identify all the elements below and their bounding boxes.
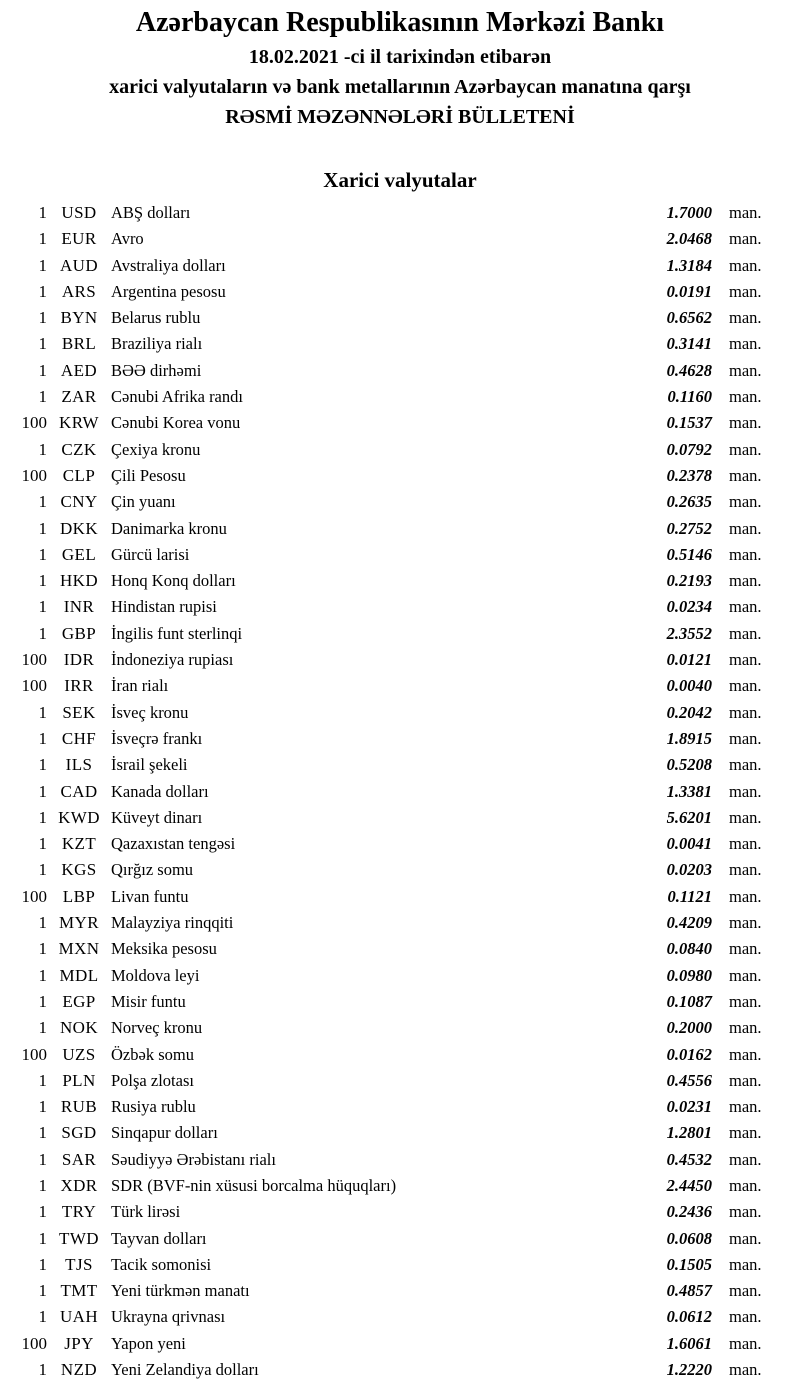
table-row xyxy=(0,384,800,410)
row-currency-name: Meksika pesosu xyxy=(111,939,217,959)
rates-table xyxy=(0,200,800,1383)
table-row xyxy=(0,1278,800,1304)
row-currency-name: İsveçrə frankı xyxy=(111,728,203,748)
row-nominal: 1 xyxy=(38,281,47,301)
row-nominal: 1 xyxy=(38,728,47,748)
row-rate: 0.4628 xyxy=(666,360,712,380)
row-rate: 0.5146 xyxy=(666,544,712,564)
row-currency-name: Argentina pesosu xyxy=(111,281,226,301)
row-nominal: 1 xyxy=(38,781,47,801)
row-currency-code: GEL xyxy=(61,544,97,564)
row-unit-label: man. xyxy=(729,676,762,696)
row-currency-code: JPY xyxy=(64,1333,94,1353)
row-rate: 0.3141 xyxy=(666,334,712,354)
row-rate: 0.2635 xyxy=(666,492,712,512)
row-nominal: 1 xyxy=(38,387,47,407)
table-row xyxy=(0,463,800,489)
row-currency-name: Hindistan rupisi xyxy=(111,597,217,617)
row-unit-label: man. xyxy=(729,991,762,1011)
row-nominal: 100 xyxy=(21,413,47,433)
row-currency-name: Rusiya rublu xyxy=(111,1097,196,1117)
row-currency-name: Kanada dolları xyxy=(111,781,209,801)
row-nominal: 1 xyxy=(38,308,47,328)
row-currency-name: Çili Pesosu xyxy=(111,465,186,485)
table-row xyxy=(0,779,800,805)
row-unit-label: man. xyxy=(729,1333,762,1353)
row-currency-name: Malayziya rinqqiti xyxy=(111,913,234,933)
row-currency-code: EUR xyxy=(61,229,97,249)
row-nominal: 1 xyxy=(38,1202,47,1222)
row-rate: 0.4209 xyxy=(666,913,712,933)
row-currency-name: Norveç kronu xyxy=(111,1018,203,1038)
row-unit-label: man. xyxy=(729,807,762,827)
row-nominal: 100 xyxy=(21,676,47,696)
row-unit-label: man. xyxy=(729,939,762,959)
row-nominal: 1 xyxy=(38,1149,47,1169)
row-currency-name: Çin yuanı xyxy=(111,492,176,512)
row-nominal: 1 xyxy=(38,439,47,459)
row-currency-code: EGP xyxy=(62,991,96,1011)
row-currency-code: TWD xyxy=(59,1228,99,1248)
row-nominal: 1 xyxy=(38,334,47,354)
row-currency-code: NOK xyxy=(59,1018,99,1038)
row-currency-name: ABŞ dolları xyxy=(111,203,191,222)
row-currency-name: İngilis funt sterlinqi xyxy=(111,623,243,643)
row-nominal: 100 xyxy=(21,1044,47,1064)
row-unit-label: man. xyxy=(729,781,762,801)
row-currency-name: Türk lirəsi xyxy=(111,1202,181,1222)
row-nominal: 1 xyxy=(38,1254,47,1274)
row-currency-code: TRY xyxy=(61,1202,97,1222)
row-unit-label: man. xyxy=(729,308,762,328)
row-rate: 0.0792 xyxy=(666,439,712,459)
row-currency-name: BƏƏ dirhəmi xyxy=(111,360,202,380)
table-row xyxy=(0,752,800,778)
document-header xyxy=(0,0,800,132)
row-unit-label: man. xyxy=(729,1254,762,1274)
row-unit-label: man. xyxy=(729,571,762,591)
row-nominal: 1 xyxy=(38,544,47,564)
table-row xyxy=(0,910,800,936)
row-rate: 0.0162 xyxy=(666,1044,712,1064)
row-unit-label: man. xyxy=(729,1149,762,1169)
table-row xyxy=(0,253,800,279)
row-rate: 0.2378 xyxy=(666,465,712,485)
row-nominal: 1 xyxy=(38,1281,47,1301)
row-currency-code: KZT xyxy=(61,834,97,854)
table-row xyxy=(0,1199,800,1225)
row-unit-label: man. xyxy=(729,834,762,854)
row-currency-name: Səudiyyə Ərəbistanı rialı xyxy=(111,1149,276,1169)
row-currency-code: SEK xyxy=(62,702,96,722)
row-unit-label: man. xyxy=(729,281,762,301)
row-nominal: 1 xyxy=(38,518,47,538)
row-currency-code: HKD xyxy=(59,571,99,591)
row-unit-label: man. xyxy=(729,913,762,933)
row-rate: 0.4857 xyxy=(666,1281,712,1301)
row-currency-name: Livan funtu xyxy=(111,886,189,906)
row-rate: 1.8915 xyxy=(666,728,712,748)
row-unit-label: man. xyxy=(729,465,762,485)
row-unit-label: man. xyxy=(729,492,762,512)
row-rate: 0.0231 xyxy=(666,1097,712,1117)
table-row xyxy=(0,805,800,831)
table-row xyxy=(0,857,800,883)
row-unit-label: man. xyxy=(729,413,762,433)
table-row xyxy=(0,647,800,673)
row-unit-label: man. xyxy=(729,439,762,459)
row-currency-name: İndoneziya rupiası xyxy=(111,650,234,670)
row-rate: 0.0608 xyxy=(666,1228,712,1248)
row-rate: 2.0468 xyxy=(666,229,712,249)
row-unit-label: man. xyxy=(729,1360,762,1380)
row-unit-label: man. xyxy=(729,728,762,748)
row-currency-code: CHF xyxy=(61,728,97,748)
row-rate: 0.2000 xyxy=(666,1018,712,1038)
row-nominal: 1 xyxy=(38,229,47,249)
row-currency-name: Misir funtu xyxy=(111,991,186,1011)
table-row xyxy=(0,1068,800,1094)
table-row xyxy=(0,1304,800,1330)
row-nominal: 1 xyxy=(38,255,47,275)
row-nominal: 1 xyxy=(38,1307,47,1327)
row-unit-label: man. xyxy=(729,702,762,722)
row-currency-name: Honq Konq dolları xyxy=(111,571,236,591)
table-row xyxy=(0,1042,800,1068)
row-currency-name: Çexiya kronu xyxy=(111,439,201,459)
row-rate: 0.2042 xyxy=(666,702,712,722)
table-row xyxy=(0,200,800,226)
row-rate: 0.4556 xyxy=(666,1070,712,1090)
row-nominal: 1 xyxy=(38,860,47,880)
row-unit-label: man. xyxy=(729,965,762,985)
bank-name-title: Azərbaycan Respublikasının Mərkəzi Bankı xyxy=(135,7,665,38)
table-row xyxy=(0,936,800,962)
row-currency-code: AUD xyxy=(59,255,99,275)
row-currency-name: İsrail şekeli xyxy=(111,755,188,775)
row-rate: 0.2193 xyxy=(666,571,712,591)
row-nominal: 1 xyxy=(38,755,47,775)
table-row xyxy=(0,989,800,1015)
row-nominal: 1 xyxy=(38,1228,47,1248)
row-nominal: 1 xyxy=(38,939,47,959)
row-rate: 0.2436 xyxy=(666,1202,712,1222)
row-currency-name: Gürcü larisi xyxy=(111,544,190,564)
row-unit-label: man. xyxy=(729,229,762,249)
row-currency-code: CNY xyxy=(60,492,98,512)
row-nominal: 100 xyxy=(21,465,47,485)
table-row xyxy=(0,1331,800,1357)
row-unit-label: man. xyxy=(729,255,762,275)
row-currency-code: SAR xyxy=(61,1149,97,1169)
row-nominal: 1 xyxy=(38,597,47,617)
row-currency-name: Ukrayna qrivnası xyxy=(111,1307,226,1327)
row-currency-name: SDR (BVF-nin xüsusi borcalma hüquqları) xyxy=(111,1175,397,1195)
table-row xyxy=(0,305,800,331)
row-rate: 0.1160 xyxy=(667,387,712,407)
row-rate: 1.3184 xyxy=(666,255,712,275)
row-unit-label: man. xyxy=(729,597,762,617)
row-currency-code: ARS xyxy=(61,281,97,301)
row-currency-code: NZD xyxy=(60,1360,98,1380)
row-currency-name: Avro xyxy=(111,229,144,249)
row-currency-code: IDR xyxy=(63,650,95,670)
table-row xyxy=(0,884,800,910)
row-currency-code: XDR xyxy=(60,1175,98,1195)
row-currency-code: SGD xyxy=(61,1123,97,1143)
row-unit-label: man. xyxy=(729,860,762,880)
row-currency-code: KGS xyxy=(61,860,97,880)
row-rate: 1.2801 xyxy=(666,1123,712,1143)
row-currency-code: USD xyxy=(61,203,97,222)
row-unit-label: man. xyxy=(729,360,762,380)
row-rate: 1.6061 xyxy=(666,1333,712,1353)
row-currency-name: İran rialı xyxy=(111,676,169,696)
row-nominal: 1 xyxy=(38,1123,47,1143)
row-nominal: 1 xyxy=(38,807,47,827)
row-currency-name: Tayvan dolları xyxy=(111,1228,207,1248)
row-rate: 0.6562 xyxy=(666,308,712,328)
row-nominal: 1 xyxy=(38,913,47,933)
row-currency-code: MXN xyxy=(58,939,100,959)
row-currency-name: Danimarka kronu xyxy=(111,518,227,538)
row-rate: 0.5208 xyxy=(666,755,712,775)
row-nominal: 1 xyxy=(38,1175,47,1195)
row-unit-label: man. xyxy=(729,1123,762,1143)
section-title-foreign-currencies: Xarici valyutalar xyxy=(323,168,477,192)
row-currency-code: CZK xyxy=(61,439,97,459)
row-rate: 5.6201 xyxy=(666,807,712,827)
row-currency-code: BYN xyxy=(60,308,98,328)
row-currency-name: Tacik somonisi xyxy=(111,1254,212,1274)
row-currency-code: PLN xyxy=(62,1070,96,1090)
table-row xyxy=(0,568,800,594)
effective-date-line: 18.02.2021 -ci il tarixindən etibarən xyxy=(248,46,552,68)
row-rate: 0.0234 xyxy=(666,597,712,617)
row-currency-code: LBP xyxy=(62,886,96,906)
row-rate: 0.0203 xyxy=(666,860,712,880)
row-rate: 1.3381 xyxy=(666,781,712,801)
row-rate: 0.0191 xyxy=(666,281,712,301)
row-nominal: 1 xyxy=(38,991,47,1011)
row-unit-label: man. xyxy=(729,1097,762,1117)
table-row xyxy=(0,279,800,305)
row-unit-label: man. xyxy=(729,886,762,906)
row-unit-label: man. xyxy=(729,203,762,222)
row-unit-label: man. xyxy=(729,334,762,354)
row-currency-name: Qazaxıstan tengəsi xyxy=(111,834,236,854)
row-unit-label: man. xyxy=(729,1044,762,1064)
row-rate: 0.0121 xyxy=(666,650,712,670)
row-nominal: 1 xyxy=(38,203,47,222)
row-rate: 1.2220 xyxy=(666,1360,712,1380)
row-currency-code: KWD xyxy=(58,807,100,827)
row-unit-label: man. xyxy=(729,755,762,775)
row-currency-name: Cənubi Afrika randı xyxy=(111,387,243,407)
row-rate: 0.0980 xyxy=(666,965,712,985)
row-unit-label: man. xyxy=(729,623,762,643)
table-row xyxy=(0,594,800,620)
row-currency-code: ILS xyxy=(65,755,93,775)
row-nominal: 1 xyxy=(38,492,47,512)
row-currency-code: IRR xyxy=(64,676,94,696)
subject-line: xarici valyutaların və bank metallarının Azərbaycan manatına qarşı xyxy=(109,76,691,98)
row-unit-label: man. xyxy=(729,518,762,538)
row-currency-name: Qırğız somu xyxy=(111,860,194,880)
row-nominal: 1 xyxy=(38,360,47,380)
row-currency-name: Belarus rublu xyxy=(111,308,201,328)
row-currency-name: Sinqapur dolları xyxy=(111,1123,218,1143)
row-rate: 0.4532 xyxy=(666,1149,712,1169)
table-row xyxy=(0,1252,800,1278)
row-unit-label: man. xyxy=(729,544,762,564)
row-unit-label: man. xyxy=(729,650,762,670)
table-row xyxy=(0,516,800,542)
row-currency-code: TJS xyxy=(65,1254,93,1274)
table-row xyxy=(0,1173,800,1199)
row-nominal: 1 xyxy=(38,1070,47,1090)
row-currency-code: MDL xyxy=(59,965,99,985)
row-currency-name: Yeni Zelandiya dolları xyxy=(111,1360,259,1380)
row-currency-code: MYR xyxy=(59,913,99,933)
row-nominal: 1 xyxy=(38,1097,47,1117)
table-row xyxy=(0,410,800,436)
table-row xyxy=(0,489,800,515)
table-row xyxy=(0,358,800,384)
row-nominal: 1 xyxy=(38,965,47,985)
table-row xyxy=(0,621,800,647)
row-currency-name: Braziliya rialı xyxy=(111,334,203,354)
row-nominal: 1 xyxy=(38,623,47,643)
row-currency-name: Moldova leyi xyxy=(111,965,200,985)
row-nominal: 100 xyxy=(21,1333,47,1353)
row-currency-code: BRL xyxy=(61,334,97,354)
table-row xyxy=(0,963,800,989)
row-currency-code: INR xyxy=(63,597,95,617)
row-unit-label: man. xyxy=(729,1228,762,1248)
row-rate: 0.0840 xyxy=(666,939,712,959)
row-currency-code: AED xyxy=(60,360,98,380)
table-row xyxy=(0,831,800,857)
row-currency-name: Avstraliya dolları xyxy=(111,255,226,275)
table-row xyxy=(0,1357,800,1383)
row-rate: 0.0041 xyxy=(666,834,712,854)
row-unit-label: man. xyxy=(729,387,762,407)
table-row xyxy=(0,726,800,752)
table-row xyxy=(0,700,800,726)
row-unit-label: man. xyxy=(729,1175,762,1195)
row-currency-name: Cənubi Korea vonu xyxy=(111,413,241,433)
table-row xyxy=(0,1226,800,1252)
row-currency-code: TMT xyxy=(60,1281,98,1301)
table-row xyxy=(0,1094,800,1120)
table-row xyxy=(0,437,800,463)
table-row xyxy=(0,1015,800,1041)
row-rate: 0.0040 xyxy=(666,676,712,696)
row-currency-code: ZAR xyxy=(61,387,97,407)
row-unit-label: man. xyxy=(729,1202,762,1222)
table-row xyxy=(0,542,800,568)
row-nominal: 1 xyxy=(38,1360,47,1380)
table-row xyxy=(0,226,800,252)
row-rate: 2.3552 xyxy=(666,623,712,643)
row-currency-code: GBP xyxy=(61,623,97,643)
row-currency-code: CAD xyxy=(60,781,98,801)
row-unit-label: man. xyxy=(729,1018,762,1038)
row-rate: 2.4450 xyxy=(666,1175,712,1195)
row-rate: 0.1087 xyxy=(666,991,712,1011)
row-nominal: 1 xyxy=(38,1018,47,1038)
table-row xyxy=(0,1120,800,1146)
row-nominal: 1 xyxy=(38,571,47,591)
row-currency-code: DKK xyxy=(59,518,99,538)
table-row xyxy=(0,673,800,699)
row-currency-name: Özbək somu xyxy=(111,1044,194,1064)
row-nominal: 1 xyxy=(38,702,47,722)
table-row xyxy=(0,331,800,357)
row-nominal: 1 xyxy=(38,834,47,854)
row-unit-label: man. xyxy=(729,1070,762,1090)
table-row xyxy=(0,1147,800,1173)
row-unit-label: man. xyxy=(729,1307,762,1327)
row-rate: 1.7000 xyxy=(666,203,712,222)
row-currency-name: Yeni türkmən manatı xyxy=(111,1281,250,1301)
row-rate: 0.1537 xyxy=(666,413,712,433)
row-currency-code: UAH xyxy=(59,1307,99,1327)
row-nominal: 100 xyxy=(21,650,47,670)
row-nominal: 100 xyxy=(21,886,47,906)
row-currency-name: Küveyt dinarı xyxy=(111,807,203,827)
row-currency-code: CLP xyxy=(62,465,96,485)
row-currency-code: KRW xyxy=(59,413,99,433)
row-rate: 0.1121 xyxy=(667,886,712,906)
row-currency-name: İsveç kronu xyxy=(111,702,189,722)
bulletin-title-line: RƏSMİ MƏZƏNNƏLƏRİ BÜLLETENİ xyxy=(225,106,575,128)
row-currency-name: Polşa zlotası xyxy=(111,1070,194,1090)
row-currency-name: Yapon yeni xyxy=(111,1333,186,1353)
row-unit-label: man. xyxy=(729,1281,762,1301)
row-rate: 0.1505 xyxy=(666,1254,712,1274)
row-rate: 0.0612 xyxy=(666,1307,712,1327)
row-rate: 0.2752 xyxy=(666,518,712,538)
row-currency-code: RUB xyxy=(60,1097,98,1117)
row-currency-code: UZS xyxy=(62,1044,96,1064)
